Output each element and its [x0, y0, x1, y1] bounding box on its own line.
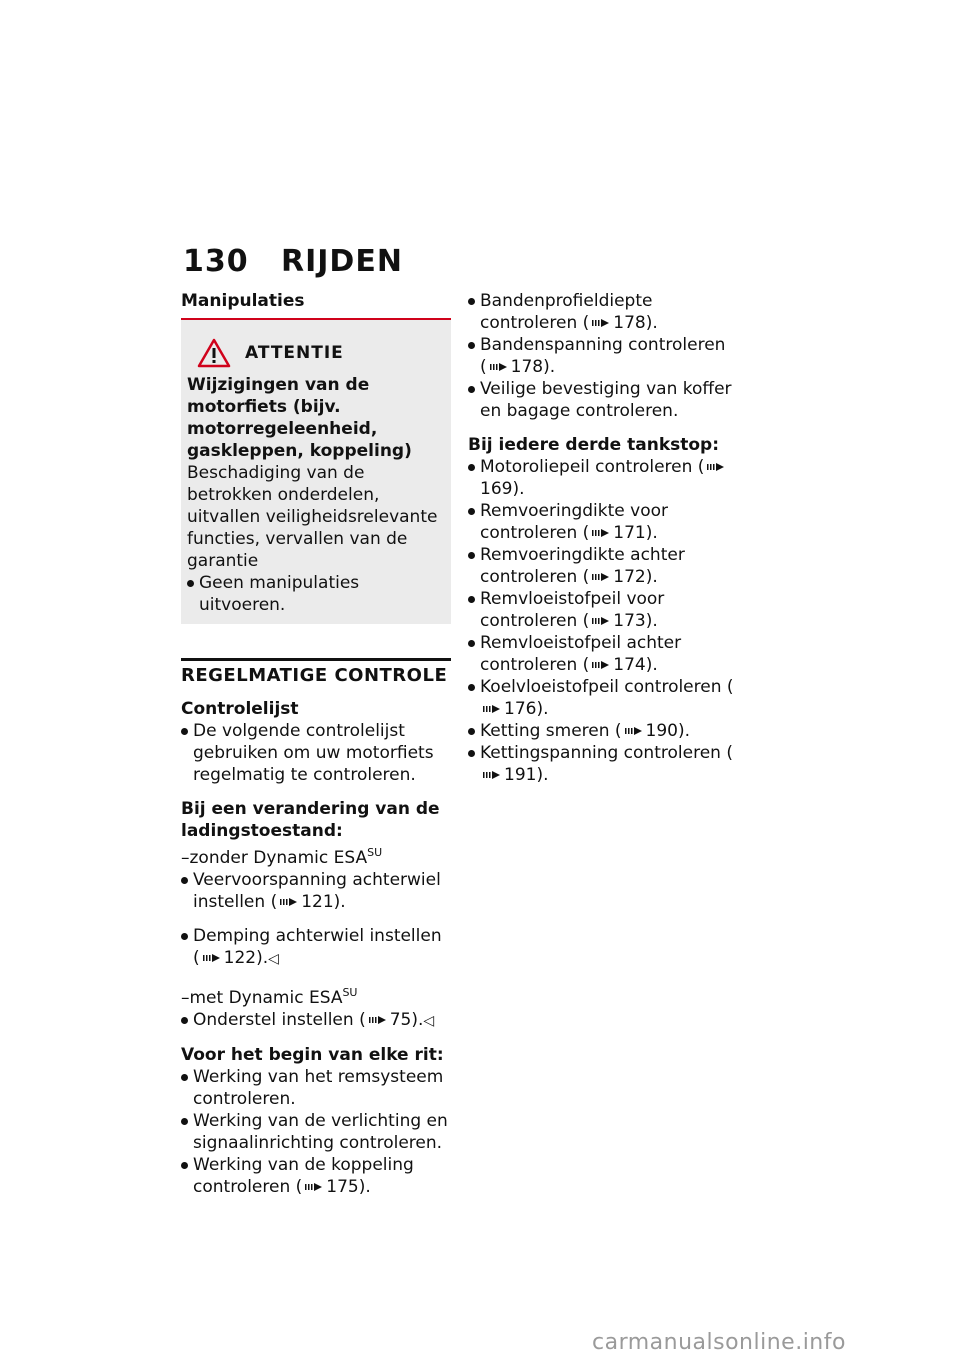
reference-arrow-icon: [592, 660, 610, 670]
page-ref-link[interactable]: 191).: [504, 765, 549, 785]
watermark: carmanualsonline.info: [592, 1330, 846, 1355]
page-ref-link[interactable]: 175).: [326, 1177, 371, 1197]
page-header: [183, 244, 403, 279]
reference-arrow-icon: [369, 1015, 387, 1025]
with-esa-text: –met Dynamic ESA: [181, 988, 343, 1008]
reference-arrow-icon: [592, 616, 610, 626]
list-item: [468, 290, 736, 334]
section-title: REGELMATIGE CONTROLE: [181, 658, 451, 686]
page-ref-link[interactable]: 178).: [510, 357, 556, 377]
end-mark: ◁: [423, 1013, 435, 1029]
reference-arrow-icon: [203, 953, 221, 963]
reference-arrow-icon: [592, 528, 610, 538]
bullet-text: Remvloeistofpeil voor controleren (: [480, 589, 665, 631]
without-esa-text: –zonder Dynamic ESA: [181, 848, 368, 868]
page-ref-link[interactable]: 171).: [613, 523, 658, 543]
bullet-text: Koelvloeistofpeil controleren (: [480, 677, 734, 697]
list-item: [468, 676, 736, 720]
bullet-text: Motoroliepeil controleren (: [480, 457, 705, 477]
third-stop-heading: Bij iedere derde tankstop:: [468, 435, 720, 455]
bullet-text: Veervoorspanning achterwiel instellen (: [193, 870, 441, 912]
page-ref-link[interactable]: 172).: [613, 567, 658, 587]
list-item: [468, 588, 736, 632]
list-item: [468, 544, 736, 588]
bullet-text: Onderstel instellen (: [193, 1010, 366, 1030]
page-ref-link[interactable]: 178).: [613, 313, 658, 333]
manipulaties-heading: Manipulaties: [181, 291, 305, 311]
list-item: [468, 742, 736, 786]
left-column: [181, 290, 451, 1198]
chapter-title: RIJDEN: [281, 244, 403, 279]
bullet-text: Bandenspanning controleren (: [480, 335, 726, 377]
list-item: Werking van het remsysteem controleren.: [181, 1066, 451, 1110]
bullet-text: Demping achterwiel instellen (: [193, 926, 442, 968]
warning-title-row: [187, 338, 445, 368]
list-item: [468, 720, 736, 742]
list-item: Werking van de verlichting en signaalinrichting controleren.: [181, 1110, 451, 1154]
page-ref-link[interactable]: 75).: [389, 1010, 424, 1030]
reference-arrow-icon: [483, 770, 501, 780]
page-ref-link[interactable]: 176).: [504, 699, 549, 719]
bullet-text: Remvoeringdikte achter controleren (: [480, 545, 685, 587]
reference-arrow-icon: [490, 362, 508, 372]
warning-title: ATTENTIE: [245, 343, 344, 363]
reference-arrow-icon: [305, 1182, 323, 1192]
list-item: [468, 334, 736, 378]
page-number: 130: [183, 244, 249, 279]
esa-superscript: SU: [342, 986, 358, 999]
bullet-text: Kettingspanning controleren (: [480, 743, 733, 763]
right-column: [468, 290, 736, 786]
warning-triangle-icon: [197, 338, 231, 368]
list-item: [468, 456, 736, 500]
warning-body: Beschadiging van de betrokken onderdelen, uitvallen veiligheidsrelevante functies, vervallen van de garantie: [187, 463, 438, 571]
reference-arrow-icon: [592, 318, 610, 328]
intro-bullet: De volgende controlelijst gebruiken om uw motorfiets regelmatig te controleren.: [181, 720, 451, 786]
end-mark: ◁: [268, 951, 279, 967]
reference-arrow-icon: [625, 726, 643, 736]
esa-superscript: SU: [367, 846, 383, 859]
ride-heading: Voor het begin van elke rit:: [181, 1045, 444, 1065]
warning-box: [181, 318, 451, 624]
page-ref-link[interactable]: 169).: [480, 479, 525, 499]
without-esa-line: [181, 842, 451, 869]
page-ref-link[interactable]: 190).: [645, 721, 691, 741]
list-item: [181, 869, 451, 913]
warning-bold-text: Wijzigingen van de motorfiets (bijv. motorregeleenheid, gaskleppen, koppeling): [187, 375, 412, 461]
list-item: [468, 632, 736, 676]
load-heading: Bij een verandering van de ladingstoestand:: [181, 799, 440, 841]
page-ref-link[interactable]: 121).: [301, 892, 346, 912]
list-item: [468, 500, 736, 544]
with-esa-line: [181, 982, 451, 1009]
bullet-text: Bandenprofieldiepte controleren (: [480, 291, 653, 333]
bullet-text: Ketting smeren (: [480, 721, 622, 741]
list-item: Veilige bevestiging van koffer en bagage controleren.: [468, 378, 736, 422]
reference-arrow-icon: [707, 462, 725, 472]
page-ref-link[interactable]: 173).: [613, 611, 658, 631]
controlelijst-heading: Controlelijst: [181, 699, 299, 719]
bullet-text: Werking van de koppeling controleren (: [193, 1155, 414, 1197]
reference-arrow-icon: [592, 572, 610, 582]
list-item: [181, 1154, 451, 1198]
page-ref-link[interactable]: 174).: [613, 655, 658, 675]
reference-arrow-icon: [280, 897, 298, 907]
list-item: [181, 925, 451, 970]
list-item: [181, 1009, 451, 1032]
bullet-text: Remvoeringdikte voor controleren (: [480, 501, 669, 543]
reference-arrow-icon: [483, 704, 501, 714]
bullet-text: Remvloeistofpeil achter controleren (: [480, 633, 682, 675]
warning-bullet: Geen manipulaties uitvoeren.: [187, 572, 445, 616]
page-ref-link[interactable]: 122).: [223, 948, 269, 968]
